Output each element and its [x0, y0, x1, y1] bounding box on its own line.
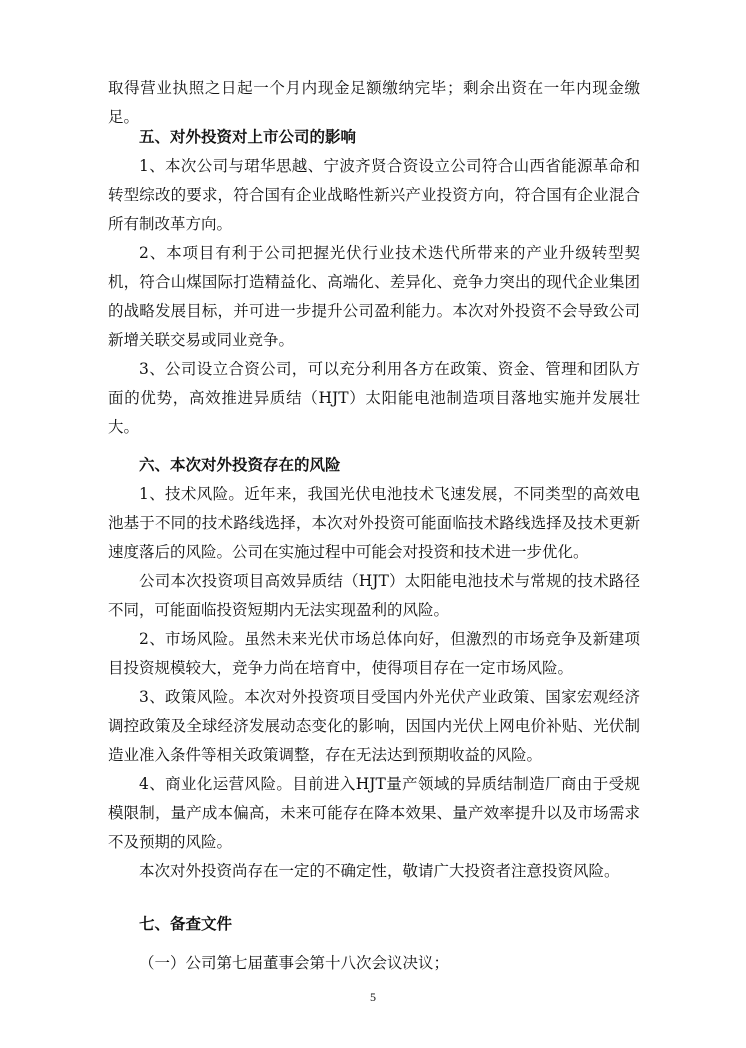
section-6-paragraph-4: 3、政策风险。本次对外投资项目受国内外光伏产业政策、国家宏观经济调控政策及全球经济发展动态变化的影响，因国内光伏上网电价补贴、光伏制造业准入条件等相关政策调整，存在无法达到预期收益的风险。	[108, 688, 640, 764]
section-5	[108, 123, 640, 442]
section-5-paragraph-2: 2、本项目有利于公司把握光伏行业技术迭代所带来的产业升级转型契机，符合山煤国际打造精益化、高端化、差异化、竞争力突出的现代企业集团的战略发展目标，并可进一步提升公司盈利能力。本次对外投资不会导致公司新增关联交易或同业竞争。	[108, 244, 640, 349]
section-7-item-1: （一）公司第七届董事会第十八次会议决议；	[139, 954, 450, 972]
section-5-paragraph-3: 3、公司设立合资公司，可以充分利用各方在政策、资金、管理和团队方面的优势，高效推进异质结（HJT）太阳能电池制造项目落地实施并发展壮大。	[108, 360, 640, 436]
section-7-heading: 七、备查文件	[139, 915, 233, 933]
section-6-paragraph-5: 4、商业化运营风险。目前进入HJT量产领域的异质结制造厂商由于受规模限制，量产成本偏高，未来可能存在降本效果、量产效率提升以及市场需求不及预期的风险。	[108, 775, 640, 851]
section-6-paragraph-1: 1、技术风险。近年来，我国光伏电池技术飞速发展，不同类型的高效电池基于不同的技术路线选择，本次对外投资可能面临技术路线选择及技术更新速度落后的风险。公司在实施过程中可能会对投资和技术进一步优化。	[108, 485, 640, 561]
section-6-paragraph-6: 本次对外投资尚存在一定的不确定性，敬请广大投资者注意投资风险。	[139, 862, 620, 880]
page-number: 5	[370, 990, 376, 1004]
section-6-heading: 六、本次对外投资存在的风险	[139, 456, 341, 474]
section-5-heading: 五、对外投资对上市公司的影响	[139, 128, 357, 146]
section-6-paragraph-3: 2、市场风险。虽然未来光伏市场总体向好，但激烈的市场竞争及新建项目投资规模较大，竞争力尚在培育中，使得项目存在一定市场风险。	[108, 630, 640, 677]
section-5-paragraph-1: 1、本次公司与珺华思越、宁波齐贤合资设立公司符合山西省能源革命和转型综改的要求，符合国有企业战略性新兴产业投资方向，符合国有企业混合所有制改革方向。	[108, 157, 640, 233]
section-6	[108, 451, 640, 886]
section-6-paragraph-2: 公司本次投资项目高效异质结（HJT）太阳能电池技术与常规的技术路径不同，可能面临投资短期内无法实现盈利的风险。	[108, 572, 640, 619]
continued-paragraph: 取得营业执照之日起一个月内现金足额缴纳完毕；剩余出资在一年内现金缴足。	[108, 79, 640, 126]
section-7	[108, 910, 640, 978]
